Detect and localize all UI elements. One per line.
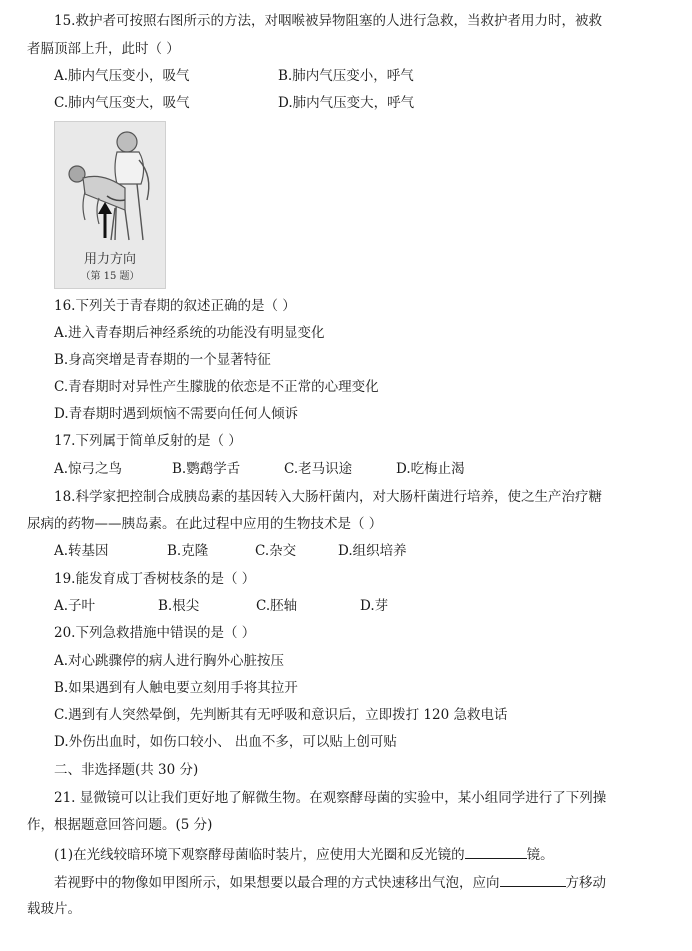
- q16-option-b: B.身高突增是青春期的一个显著特征: [54, 352, 271, 368]
- answer-blank-1[interactable]: [465, 844, 527, 859]
- section-heading: 二、非选择题(共 30 分): [54, 762, 199, 778]
- q21-sub2: [54, 872, 606, 892]
- q16-option-c: C.青春期时对异性产生朦胧的依恋是不正常的心理变化: [54, 379, 379, 395]
- q21-sub2-suffix: 方移动: [565, 875, 606, 891]
- q19-option-d: D.芽: [360, 598, 389, 614]
- q18-option-d: D.组织培养: [338, 543, 407, 559]
- q18-option-b: B.克隆: [167, 543, 209, 559]
- q15-figure: [54, 121, 166, 289]
- q16-option-a: A.进入青春期后神经系统的功能没有明显变化: [54, 325, 325, 341]
- answer-blank-2[interactable]: [500, 872, 566, 887]
- q15-stem-line2: 者膈顶部上升，此时（ ）: [27, 41, 180, 57]
- q21-sub1-text: (1)在光线较暗环境下观察酵母菌临时装片，应使用大光圈和反光镜的: [54, 847, 465, 863]
- figure-direction-label: 用力方向: [83, 252, 136, 267]
- q21-sub1: [54, 844, 554, 864]
- q19-option-a: A.子叶: [54, 598, 96, 614]
- q20-option-a: A.对心跳骤停的病人进行胸外心脏按压: [54, 653, 285, 669]
- q18-option-c: C.杂交: [255, 543, 297, 559]
- q16-stem: 16.下列关于青春期的叙述正确的是（ ）: [54, 298, 296, 314]
- q21-stem-line2: 作，根据题意回答问题。(5 分): [27, 817, 213, 833]
- q19-option-c: C.胚轴: [256, 598, 298, 614]
- q19-stem: 19.能发育成丁香树枝条的是（ ）: [54, 571, 256, 587]
- q17-option-d: D.吃梅止渴: [396, 461, 465, 477]
- figure-caption: （第 15 题）: [80, 271, 140, 282]
- q18-stem-line2: 尿病的药物——胰岛素。在此过程中应用的生物技术是（ ）: [27, 516, 383, 532]
- q21-sub1-suffix: 镜。: [526, 847, 554, 863]
- q15-option-b: B.肺内气压变小，呼气: [278, 68, 414, 84]
- q15-option-d: D.肺内气压变大，呼气: [278, 95, 415, 111]
- q17-stem: 17.下列属于简单反射的是（ ）: [54, 433, 242, 449]
- q20-option-b: B.如果遇到有人触电要立刻用手将其拉开: [54, 680, 298, 696]
- q20-option-c: C.遇到有人突然晕倒，先判断其有无呼吸和意识后，立即拨打 120 急救电话: [54, 707, 508, 723]
- q21-sub2-text: 若视野中的物像如甲图所示，如果想要以最合理的方式快速移出气泡，应向: [54, 875, 500, 891]
- q15-stem-line1: 15.救护者可按照右图所示的方法，对咽喉被异物阻塞的人进行急救，当救护者用力时，被救: [54, 13, 602, 29]
- q16-option-d: D.青春期时遇到烦恼不需要向任何人倾诉: [54, 406, 299, 422]
- q17-option-a: A.惊弓之鸟: [54, 461, 123, 477]
- q21-stem-line1: 21. 显微镜可以让我们更好地了解微生物。在观察酵母菌的实验中，某小组同学进行了下列操: [54, 790, 607, 806]
- q20-stem: 20.下列急救措施中错误的是（ ）: [54, 625, 256, 641]
- q19-option-b: B.根尖: [158, 598, 200, 614]
- q20-option-d: D.外伤出血时，如伤口较小、 出血不多，可以贴上创可贴: [54, 734, 397, 750]
- q17-option-b: B.鹦鹉学舌: [172, 461, 241, 477]
- q18-option-a: A.转基因: [54, 543, 109, 559]
- q18-stem-line1: 18.科学家把控制合成胰岛素的基因转入大肠杆菌内，对大肠杆菌进行培养，使之生产治疗糖: [54, 489, 602, 505]
- q21-sub2-line2: 载玻片。: [27, 901, 81, 917]
- q15-option-a: A.肺内气压变小，吸气: [54, 68, 190, 84]
- q17-option-c: C.老马识途: [284, 461, 353, 477]
- q15-option-c: C.肺内气压变大，吸气: [54, 95, 190, 111]
